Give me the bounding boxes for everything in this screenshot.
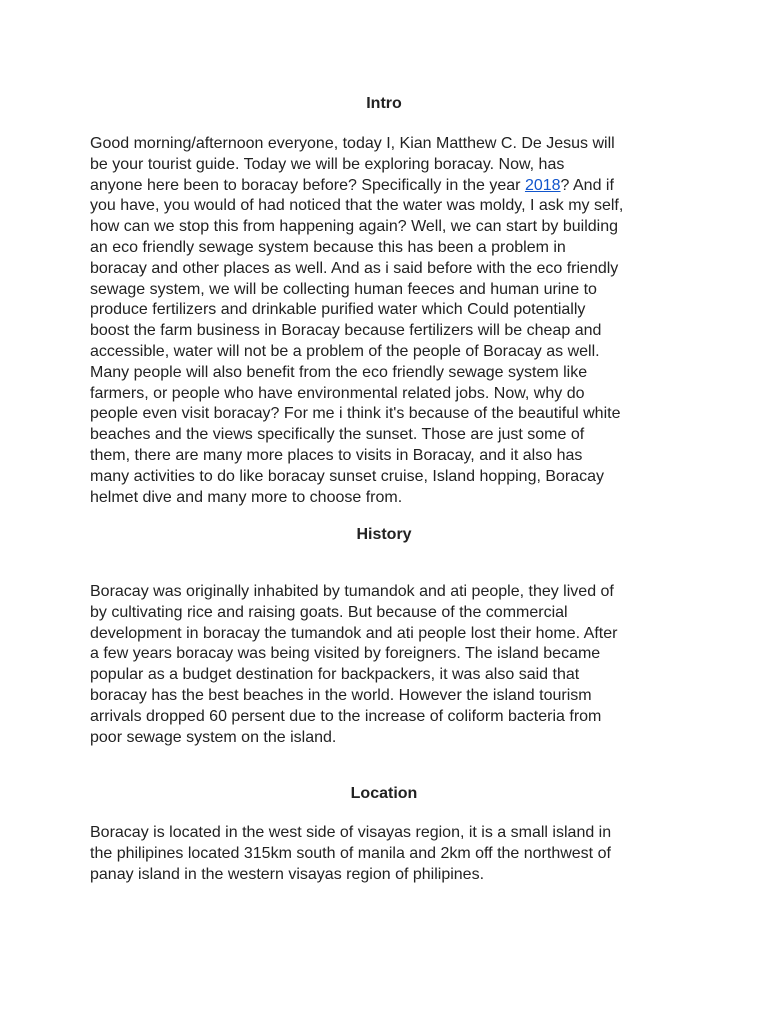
location-line: the philipines located 315km south of manila and 2km off the northwest of bbox=[90, 844, 611, 862]
intro-line: accessible, water will not be a problem of the people of Boracay as well. bbox=[90, 342, 600, 360]
history-line: Boracay was originally inhabited by tumandok and ati people, they lived of bbox=[90, 583, 614, 600]
intro-line: Good morning/afternoon everyone, today I, Kian Matthew C. De Jesus will bbox=[90, 135, 615, 152]
intro-line-link-tail: ? And if bbox=[560, 176, 614, 194]
intro-line: sewage system, we will be collecting human feeces and human urine to bbox=[90, 280, 597, 298]
intro-line: how can we stop this from happening again? Well, we can start by building bbox=[90, 218, 619, 236]
intro-line-with-link bbox=[90, 176, 680, 197]
intro-line: farmers, or people who have environmental related jobs. Now, why do bbox=[90, 384, 585, 402]
intro-line: produce fertilizers and drinkable purified water which Could potentially bbox=[90, 301, 586, 319]
history-line: a few years boracay was being visited by foreigners. The island became bbox=[90, 645, 601, 663]
intro-line: helmet dive and many more to choose from. bbox=[90, 488, 403, 506]
location-line: Boracay is located in the west side of visayas region, it is a small island in bbox=[90, 824, 612, 841]
intro-line: people even visit boracay? For me i think it's because of the beautiful white bbox=[90, 405, 621, 423]
intro-line: many activities to do like boracay sunset cruise, Island hopping, Boracay bbox=[90, 467, 605, 485]
year-link[interactable]: 2018 bbox=[524, 176, 561, 194]
intro-line: an eco friendly sewage system because this has been a problem in bbox=[90, 238, 566, 256]
intro-line: them, there are many more places to visits in Boracay, and it also has bbox=[90, 446, 583, 464]
history-line: poor sewage system on the island. bbox=[90, 728, 337, 746]
intro-line: you have, you would of had noticed that the water was moldy, I ask my self, bbox=[90, 197, 624, 215]
intro-heading: Intro bbox=[366, 95, 402, 112]
intro-paragraph bbox=[90, 134, 680, 508]
history-line: boracay has the best beaches in the world. However the island tourism bbox=[90, 686, 592, 704]
history-line: arrivals dropped 60 persent due to the increase of coliform bacteria from bbox=[90, 707, 602, 725]
history-line: development in boracay the tumandok and ati people lost their home. After bbox=[90, 624, 618, 642]
location-heading: Location bbox=[350, 785, 418, 802]
history-line: popular as a budget destination for backpackers, it was also said that bbox=[90, 666, 580, 684]
intro-line: beaches and the views specifically the sunset. Those are just some of bbox=[90, 426, 585, 444]
intro-line: boracay and other places as well. And as i said before with the eco friendly bbox=[90, 259, 619, 277]
history-line: by cultivating rice and raising goats. But because of the commercial bbox=[90, 603, 568, 621]
location-line: panay island in the western visayas region of philipines. bbox=[90, 865, 485, 883]
intro-line: boost the farm business in Boracay because fertilizers will be cheap and bbox=[90, 322, 602, 340]
history-heading: History bbox=[356, 526, 412, 543]
intro-line: be your tourist guide. Today we will be exploring boracay. Now, has bbox=[90, 155, 565, 173]
location-paragraph bbox=[90, 823, 680, 885]
intro-line: Many people will also benefit from the eco friendly sewage system like bbox=[90, 363, 588, 381]
intro-line-text: anyone here been to boracay before? Specifically in the year bbox=[90, 176, 525, 194]
history-paragraph bbox=[90, 582, 680, 748]
